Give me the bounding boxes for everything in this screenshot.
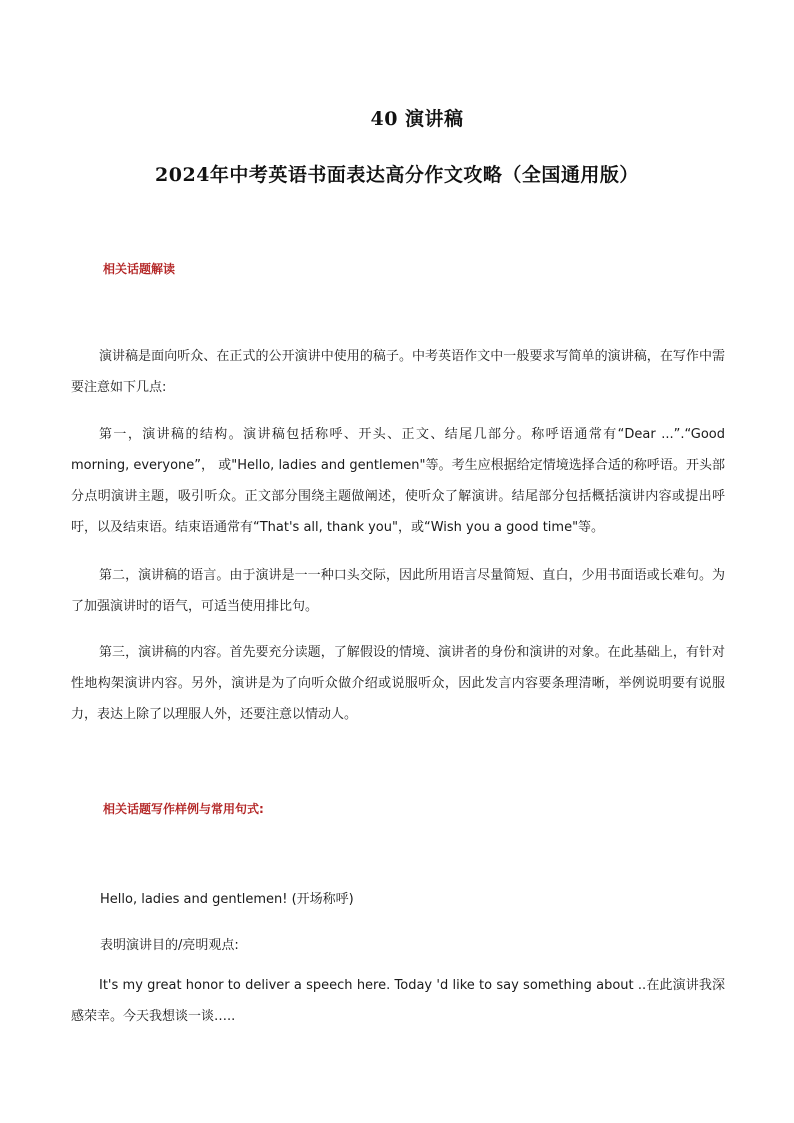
sample-purpose-label: 表明演讲目的/亮明观点: (100, 938, 239, 953)
document-title-number: 40 演讲稿 (370, 108, 464, 130)
paragraph-intro: 演讲稿是面向听众、在正式的公开演讲中使用的稿子。中考英语作文中一般要求写简单的演讲稿，在写作中需要注意如下几点: (71, 349, 725, 395)
section-heading-writing-samples: 相关话题写作样例与常用句式: (103, 802, 264, 816)
sample-greeting: Hello, ladies and gentlemen! (开场称呼) (100, 892, 354, 907)
sample-example-sentence: It's my great honor to deliver a speech here. Today 'd like to say something about ..在此演讲我深感荣幸。今天我想谈一谈….. (71, 978, 725, 1024)
paragraph-structure: 第一，演讲稿的结构。演讲稿包括称呼、开头、正文、结尾几部分。称呼语通常有“Dear ...”.“Good morning, everyone”， 或"Hello, ladies and gentlemen"等。考生应根据给定情境选择合适的称呼语。开头部分点明演讲主题，吸引听众。正文部分围绕主题做阐述，使听众了解演讲。结尾部分包括概括演讲内容或提出呼吁，以及结束语。结束语通常有“That's all, thank you"，或“Wish you a good time"等。 (71, 427, 725, 535)
paragraph-language: 第二，演讲稿的语言。由于演讲是一一种口头交际，因此所用语言尽量简短、直白，少用书面语或长难句。为了加强演讲时的语气，可适当使用排比句。 (71, 568, 725, 614)
document-title-main: 2024年中考英语书面表达高分作文攻略（全国通用版） (155, 164, 639, 186)
paragraph-content: 第三，演讲稿的内容。首先要充分读题，了解假设的情境、演讲者的身份和演讲的对象。在此基础上，有针对性地构架演讲内容。另外，演讲是为了向听众做介绍或说服听众，因此发言内容要条理清晰，举例说明要有说服力，表达上除了以理服人外，还要注意以情动人。 (71, 645, 725, 722)
section-heading-topic-interpretation: 相关话题解读 (103, 262, 176, 276)
